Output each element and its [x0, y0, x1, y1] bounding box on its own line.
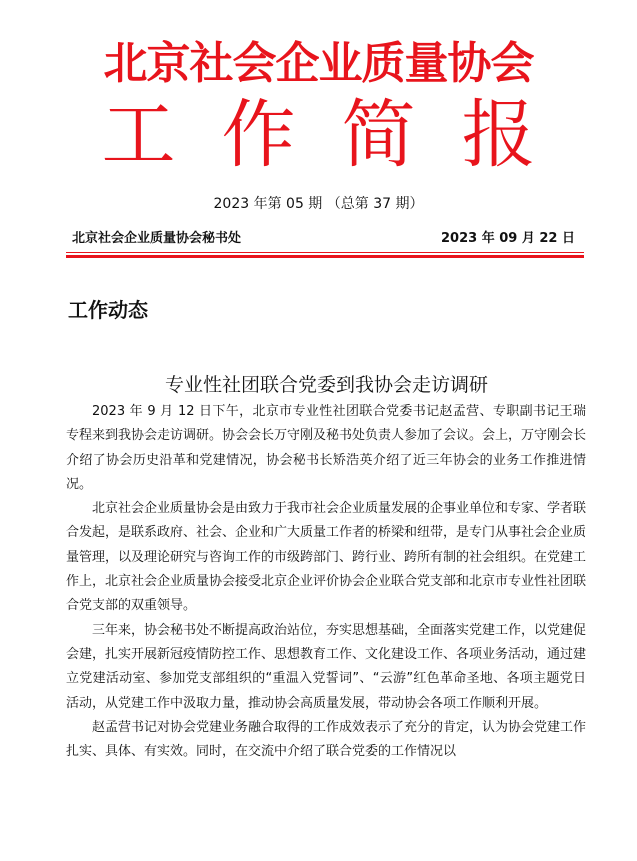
article-paragraph: 北京社会企业质量协会是由致力于我市社会企业质量发展的企事业单位和专家、学者联合发起，是联系政府、社会、企业和广大质量工作者的桥梁和纽带，是专门从事社会企业质量管理，以及理论研究与咨询工作的市级跨部门、跨行业、跨所有制的社会组织。在党建工作上，北京社会企业质量协会接受北京企业评价协会企业联合党支部和北京市专业性社团联合党支部的双重领导。 [66, 501, 587, 614]
bulletin-title: 工作简报 [101, 92, 582, 178]
masthead-divider-thin [66, 252, 584, 253]
masthead-divider-thick [66, 255, 584, 258]
article-paragraph: 赵孟营书记对协会党建业务融合取得的工作成效表示了充分的肯定，认为协会党建工作扎实、具体、有实效。同时，在交流中介绍了联合党委的工作情况以 [66, 719, 587, 760]
issuer-name: 北京社会企业质量协会秘书处 [72, 231, 242, 246]
section-heading: 工作动态 [68, 298, 148, 322]
issue-number: 2023 年第 05 期 （总第 37 期） [213, 196, 424, 212]
article-title: 专业性社团联合党委到我协会走访调研 [164, 374, 488, 396]
organization-title: 北京社会企业质量协会 [103, 38, 534, 89]
article-paragraph: 三年来，协会秘书处不断提高政治站位，夯实思想基础，全面落实党建工作，以党建促会建，扎实开展新冠疫情防控工作、思想教育工作、文化建设工作、各项业务活动，通过建立党建活动室、参加党支部组织的“重温入党誓词”、“云游”红色革命圣地、各项主题党日活动，从党建工作中汲取力量，推动协会高质量发展，带动协会各项工作顺利开展。 [66, 622, 587, 711]
article-paragraph: 2023 年 9 月 12 日下午，北京市专业性社团联合党委书记赵孟营、专职副书记王瑞专程来到我协会走访调研。协会会长万守刚及秘书处负责人参加了会议。会上，万守刚会长介绍了协会历史沿革和党建情况，协会秘书长矫浩英介绍了近三年协会的业务工作推进情况。 [66, 404, 587, 492]
issue-date: 2023 年 09 月 22 日 [441, 231, 575, 246]
article-body [66, 400, 586, 764]
